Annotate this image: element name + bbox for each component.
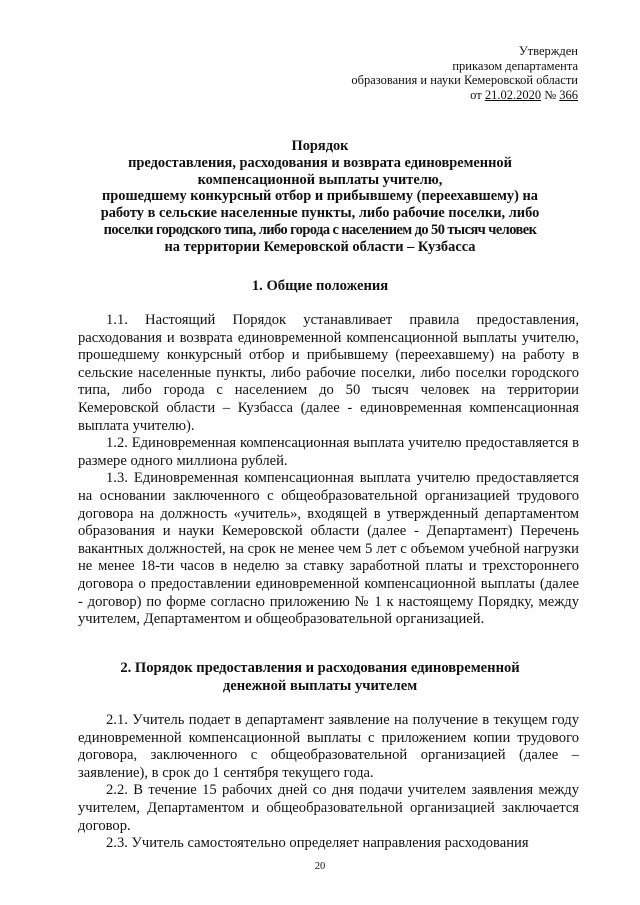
section-2-heading (78, 660, 562, 695)
section-2-heading-line: денежной выплаты учителем (222, 677, 418, 694)
title-line: компенсационной выплаты учителю, (197, 171, 443, 188)
approval-date: 21.02.2020 (484, 87, 542, 102)
approval-prefix: от (470, 87, 485, 102)
section-1-heading: 1. Общие положения (251, 278, 389, 294)
title-line: прошедшему конкурсный отбор и прибывшему (переехавшему) на (102, 188, 538, 205)
document-title (78, 138, 562, 256)
paragraph-1-2: 1.2. Единовременная компенсационная выплата учителю предоставляется в размере одного миллиона рублей. (78, 435, 579, 469)
paragraph-1-3: 1.3. Единовременная компенсационная выплата учителю предоставляется на основании заключенного с общеобразовательной организацией трудового договора на должность «учитель», входящей в утвержденный департаментом образования и науки Кемеровской области (далее - Департамент) Перечень вакантных должностей, на срок не менее чем 5 лет с объемом учебной нагрузки не менее 18-ти часов в неделю за ставку заработной платы и трехстороннего договора о предоставлении единовременной компенсационной выплаты (далее - договор) по форме согласно приложению № 1 к настоящему Порядку, между учителем, Департаментом и общеобразовательной организацией. (78, 470, 579, 628)
section-2-body (78, 712, 579, 853)
approval-stamp (278, 44, 578, 102)
paragraph-1-1: 1.1. Настоящий Порядок устанавливает правила предоставления, расходования и возврата единовременной компенсационной выплаты учителю, прошедшему конкурсный отбор и прибывшему (переехавшему) на работу в сельские населенные пункты, либо рабочие поселки, либо поселки городского типа, либо города с населением до 50 тысяч человек на территории Кемеровской области – Кузбасса (далее - единовременная компенсационная выплата учителю). (78, 312, 579, 434)
title-line: на территории Кемеровской области – Кузбасса (164, 238, 476, 255)
title-line: Порядок (291, 138, 349, 154)
title-line: предоставления, расходования и возврата единовременной (128, 154, 512, 171)
paragraph-2-3: 2.3. Учитель самостоятельно определяет направления расходования (106, 835, 529, 852)
section-1-body (78, 312, 579, 629)
section-2-heading-line: 2. Порядок предоставления и расходования единовременной (120, 660, 520, 676)
page-number: 20 (314, 861, 326, 872)
title-line: поселки городского типа, либо города с населением до 50 тысяч человек (103, 221, 537, 238)
title-line: работу в сельские населенные пункты, либо рабочие поселки, либо (100, 205, 540, 222)
paragraph-2-1: 2.1. Учитель подает в департамент заявление на получение в текущем году единовременной компенсационной выплаты с приложением копии трудового договора, заключенного с общеобразовательной организацией (далее – заявление), в срок до 1 сентября текущего года. (78, 712, 579, 781)
approval-line: приказом департамента (452, 58, 578, 73)
paragraph-2-2: 2.2. В течение 15 рабочих дней со дня подачи учителем заявления между учителем, Департаментом и общеобразовательной организацией заключается договор. (78, 782, 579, 834)
approval-date-line (278, 88, 578, 103)
approval-number-sign: № (541, 87, 560, 102)
approval-line: Утвержден (518, 44, 578, 58)
approval-line: образования и науки Кемеровской области (351, 73, 578, 88)
approval-number: 366 (559, 87, 578, 102)
